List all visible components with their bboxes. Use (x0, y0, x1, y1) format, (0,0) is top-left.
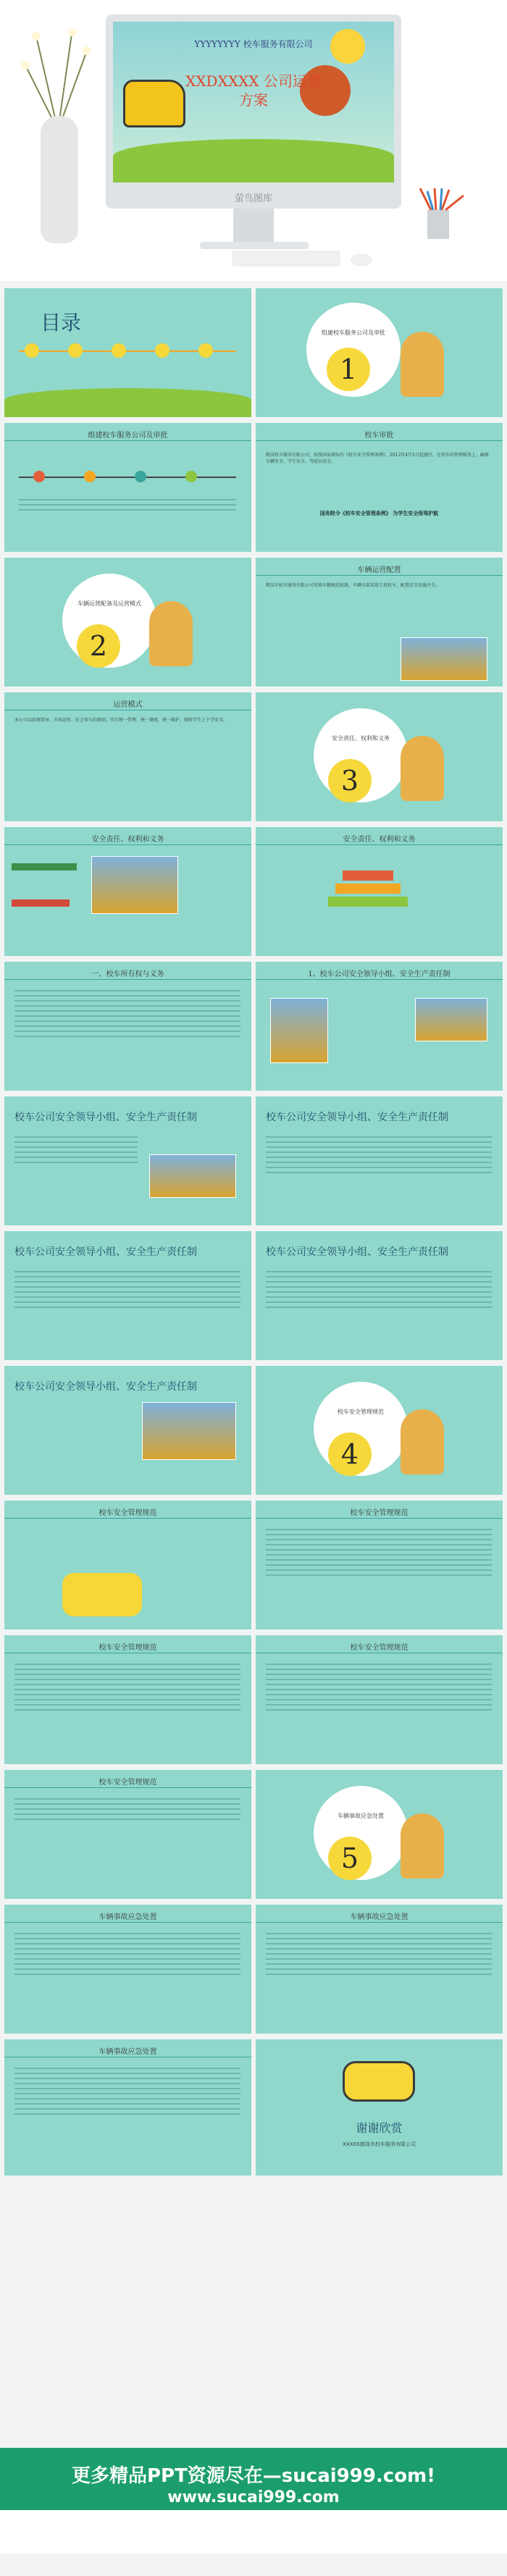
slide-section-5 (256, 1770, 503, 1899)
promo-line-1: 更多精品PPT资源尽在—sucai999.com! (71, 2465, 436, 2487)
girl-illustration (149, 601, 193, 666)
flower-stems-illustration (14, 29, 101, 130)
cover-title-line2: 方案 (239, 91, 268, 109)
girl-illustration (401, 736, 444, 801)
slide-body: 鹤岗校车服务有限公司，按照国家颁布的《校车安全管理条例》，2012年4月1日起施行，在校车的管理服务上，确保车辆安全、学生安全、驾驶员安全。 (266, 453, 489, 464)
red-arrow (12, 899, 70, 907)
slide-3-right (256, 558, 503, 687)
thanks-subtitle: XXXXX鹤岗市校车服务有限公司 (343, 2141, 416, 2147)
slide-title: 校车公司安全领导小组、安全生产责任制 (14, 1381, 197, 1393)
slide-title: 校车公司安全领导小组、安全生产责任制 (266, 1246, 448, 1258)
monitor-stand (233, 209, 274, 242)
safety-photo (149, 1154, 236, 1198)
girl-illustration (401, 332, 444, 397)
slide-11-right (256, 1635, 503, 1764)
slide-10-left (4, 1501, 251, 1629)
cover-subtitle: YYYYYYYY 校车服务有限公司 (194, 39, 313, 49)
slide-2-right (256, 423, 503, 552)
section-number-4: 4 (328, 1432, 372, 1476)
slide-title: 校车安全管理规范 (99, 1644, 157, 1652)
slide-14-left (4, 2039, 251, 2176)
stack-layer-3 (328, 897, 408, 907)
slide-title: 校车安全管理规范 (99, 1779, 157, 1787)
monitor-brand: 萤鸟图库 (234, 193, 272, 204)
slide-title: 一、校车所有权与义务 (91, 970, 164, 978)
slide-2-left (4, 423, 251, 552)
section-number-2: 2 (77, 624, 120, 668)
slide-title: 安全责任、权利和义务 (91, 836, 164, 844)
keyboard-illustration (232, 251, 340, 267)
slide-8-left (4, 1231, 251, 1360)
green-arrow (12, 863, 77, 870)
slide-13-left (4, 1905, 251, 2034)
slide-section-3 (256, 692, 503, 821)
slide-title: 车辆运营配置 (357, 566, 401, 574)
slide-title: 1、校车公司安全领导小组、安全生产责任制 (308, 970, 451, 978)
slide-thanks (256, 2039, 503, 2176)
slide-title: 校车审批 (364, 432, 394, 440)
slide-section-1 (256, 288, 503, 417)
grass-illustration (113, 139, 394, 182)
toc-dot-3 (112, 343, 126, 358)
section-number-5: 5 (328, 1837, 372, 1880)
monitor-frame (106, 14, 401, 209)
slide-title: 车辆事故应急处置 (350, 1913, 408, 1921)
slide-title: 校车安全管理规范 (350, 1644, 408, 1652)
slide-body: 鹤岗市校车服务有限公司采购车辆规范标准，车辆全部采用专用校车，配置安全设施齐全。 (266, 583, 440, 588)
photo-1 (270, 998, 328, 1063)
promo-banner (0, 2448, 507, 2510)
bus-cartoon (343, 2061, 415, 2102)
slide-5-right (256, 827, 503, 956)
slide-13-right (256, 1905, 503, 2034)
toc-title: 目录 (41, 311, 82, 335)
slide-title: 校车公司安全领导小组、安全生产责任制 (266, 1112, 448, 1123)
stack-layer-2 (335, 884, 401, 894)
bus-photo (401, 637, 487, 681)
slide-highlight: 国务院令《校车安全管理条例》 为学生安全保驾护航 (319, 511, 439, 516)
slide-9-left (4, 1366, 251, 1495)
slide-toc (4, 288, 251, 417)
mouse-illustration (351, 253, 372, 267)
slide-title: 校车安全管理规范 (350, 1509, 408, 1517)
monitor-base (200, 242, 309, 249)
bus-photo (91, 856, 178, 914)
bus-photo (142, 1402, 236, 1460)
pencil-cup-illustration (406, 188, 478, 239)
section-bubble: 组建校车服务公司及审批 (306, 303, 401, 397)
footer-blank (0, 2510, 507, 2554)
slide-11-left (4, 1635, 251, 1764)
slide-5-left (4, 827, 251, 956)
section-bubble: 车辆事故应急处置 (314, 1786, 408, 1880)
slide-body: 本公司以政府指导、市场运作、社会参与的原则，实行统一管理、统一调度、统一维护，保障学生上下学安全。 (14, 718, 228, 723)
slide-6-right (256, 962, 503, 1091)
slide-section-4 (256, 1366, 503, 1495)
slide-title: 安全责任、权利和义务 (343, 836, 416, 844)
section-bubble: 校车安全管理规范 (314, 1382, 408, 1476)
girl-illustration (401, 1409, 444, 1474)
slide-7-left (4, 1096, 251, 1225)
promo-line-2[interactable]: www.sucai999.com (167, 2488, 340, 2506)
section-bubble: 车辆运营配备及运营模式 (62, 574, 156, 668)
slide-title: 校车公司安全领导小组、安全生产责任制 (14, 1246, 197, 1258)
slide-12-left (4, 1770, 251, 1899)
slide-8-right (256, 1231, 503, 1360)
slide-title: 校车公司安全领导小组、安全生产责任制 (14, 1112, 197, 1123)
thanks-title: 谢谢欣赏 (356, 2121, 403, 2135)
toc-dot-1 (25, 343, 39, 358)
cover-slide (113, 22, 394, 182)
slide-title: 车辆事故应急处置 (99, 2048, 157, 2056)
vase-illustration (41, 116, 78, 243)
slide-6-left (4, 962, 251, 1091)
slide-title: 组建校车服务公司及审批 (88, 432, 168, 440)
slide-title: 车辆事故应急处置 (99, 1913, 157, 1921)
slide-section-2 (4, 558, 251, 687)
grass-illustration (4, 388, 251, 417)
stack-layer-1 (343, 870, 393, 881)
slide-title: 校车安全管理规范 (99, 1509, 157, 1517)
slide-7-right (256, 1096, 503, 1225)
bus-cartoon (62, 1573, 142, 1616)
slide-10-right (256, 1501, 503, 1629)
section-bubble: 安全责任、权利和义务 (314, 708, 408, 802)
toc-dot-5 (198, 343, 213, 358)
cover-title-line1: XXDXXXX 公司运营 (185, 72, 322, 90)
toc-dot-4 (155, 343, 169, 358)
slide-4-left (4, 692, 251, 821)
hero-mockup (0, 0, 507, 281)
slide-title: 运营模式 (113, 701, 143, 709)
section-number-1: 1 (327, 348, 370, 391)
girl-illustration (401, 1813, 444, 1879)
toc-dot-2 (68, 343, 83, 358)
section-number-3: 3 (328, 759, 372, 802)
photo-2 (415, 998, 487, 1041)
